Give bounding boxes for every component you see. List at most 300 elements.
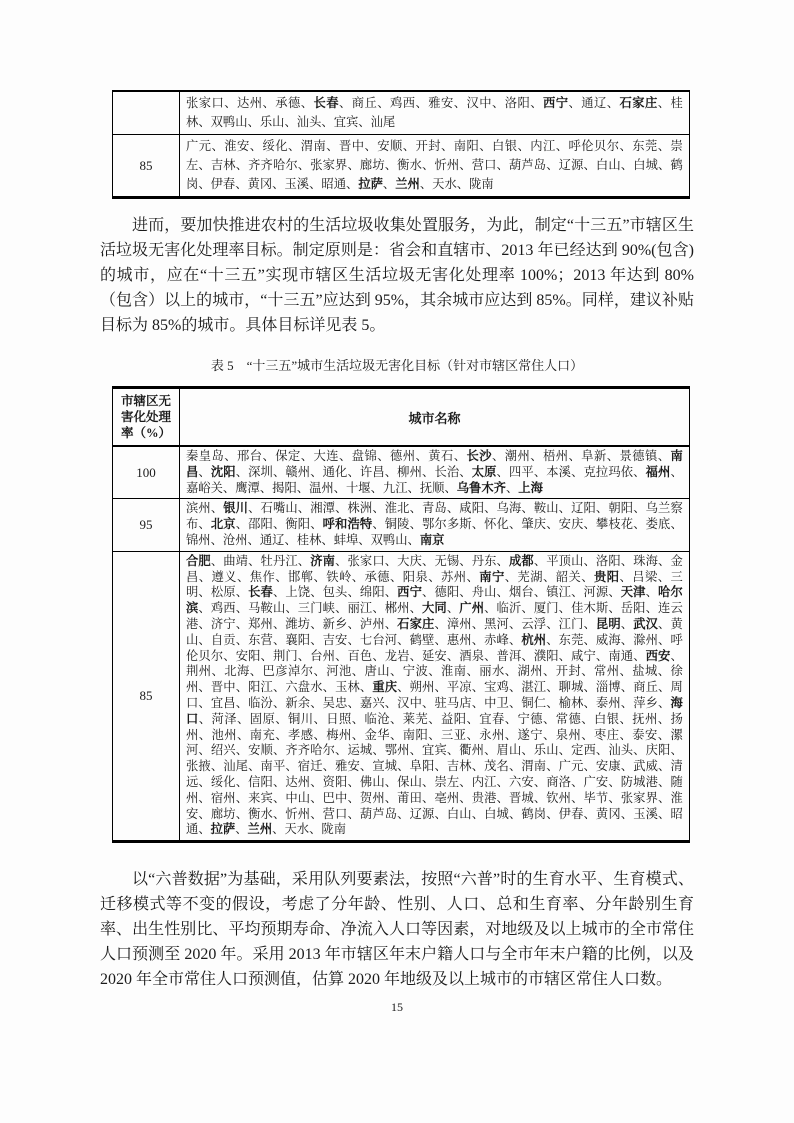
city-name: 东营 [248,632,273,647]
city-name: 达州 [285,774,311,789]
city-name: 伊春 [210,177,236,191]
city-name: 铁岭 [326,569,352,584]
city-name: 宜春 [479,711,505,726]
city-name: 防城港 [620,774,659,789]
city-name: 七台河 [359,632,398,647]
city-name: 呼伦贝尔 [568,139,620,153]
city-name: 固原 [249,711,276,726]
city-name: 岳阳 [620,601,646,616]
city-name: 汉中 [466,96,492,110]
city-name: 济宁 [210,616,236,631]
cities-cell: 合肥、曲靖、牡丹江、济南、张家口、大庆、无锡、丹东、成都、平顶山、洛阳、珠海、金昌、遵义、焦作、邯郸、铁岭、承德、阳泉、苏州、南宁、芜湖、韶关、贵阳、吕梁、三明、松原、长春、上饶、包头、绵阳、西宁、德阳、舟山、烟台、镇江、河源、天津、哈尔滨、鸡西、马鞍山、三门峡、丽江、郴州、大同、广州、临沂、厦门、佳木斯、岳阳、连云港、济宁、郑州、潍坊、新乡、泸州、石家庄、漳州、黑河、云浮、江门、昆明、武汉、黄山、自贡、东营、襄阳、吉安、七台河、鹤壁、惠州、赤峰、杭州、东莞、威海、滁州、呼伦贝尔、安阳、荆门、台州、百色、龙岩、延安、酒泉、普洱、濮阳、咸宁、南通、西安、荆州、北海、巴彦淖尔、河池、唐山、宁波、淮南、丽水、湖州、开封、常州、盐城、徐州、晋中、阳江、六盘水、玉林、重庆、朔州、平凉、宝鸡、湛江、聊城、淄博、商丘、周口、宜昌、临汾、新余、吴忠、嘉兴、汉中、驻马店、中卫、铜仁、榆林、泰州、萍乡、海口、菏泽、固原、铜川、日照、临沧、莱芜、益阳、宜春、宁德、常德、白银、抚州、扬州、池州、南充、孝感、梅州、金华、南阳、三亚、永州、遂宁、泉州、枣庄、泰安、漯河、绍兴、安顺、齐齐哈尔、运城、鄂州、宜宾、衢州、眉山、乐山、定西、汕头、庆阳、张掖、汕尾、南平、宿迁、雅安、宣城、阜阳、吉林、茂名、渭南、广元、安康、武威、清远、绥化、信阳、达州、资阳、佛山、保山、崇左、内江、六安、商洛、广安、防城港、随州、宿州、来宾、中山、巴中、贺州、莆田、亳州、贵港、晋城、钦州、毕节、张家界、淮安、廊坊、衡水、忻州、营口、葫芦岛、辽源、白山、白城、鹤岗、伊春、黄冈、玉溪、昭通、拉萨、兰州、天水、陇南 [180,551,690,841]
city-name: 阳江 [248,680,273,695]
city-name: 忻州 [285,806,311,821]
city-name: 重庆 [372,680,398,695]
city-name: 佛山 [359,774,385,789]
city-name: 承德 [275,96,301,110]
city-name: 白银 [492,139,518,153]
city-name: 十堰 [345,480,371,495]
city-name: 蚌埠 [333,532,359,547]
city-name: 乌鲁木齐 [456,480,506,495]
city-name: 聊城 [558,680,584,695]
city-name: 佳木斯 [571,601,609,616]
city-name: 南充 [249,727,276,742]
city-name: 眉山 [496,743,522,758]
paragraph-population-forecast: 以“六普数据”为基础，采用队列要素法，按照“六普”时的生育水平、生育模式、迁移模式等不变的假设，考虑了分年龄、性别、人口、总和生育率、分年龄别生育率、出生性别比、平均预期寿命、净流入人口等因素，对地级及以上城市的全市常住人口预测至 2020 年。采用 2013 年市辖区年末户籍人口与全市年末户籍的比例，以及 2020 年全市常住人口预测值，估算 2020 年地级及以上城市的市辖区常住人口数。 [100,871,694,989]
city-name: 攀枝花 [595,517,634,532]
city-name: 玉溪 [284,177,310,191]
city-name: 铜川 [288,711,314,726]
city-name: 鸡西 [390,96,416,110]
city-name: 陇南 [321,822,346,837]
city-name: 漯河 [186,727,683,758]
table-row [113,551,690,841]
city-name: 黄山 [186,616,683,647]
city-name: 贺州 [359,790,385,805]
city-name: 曲靖 [223,553,249,568]
city-name: 邯郸 [288,569,314,584]
city-name: 新余 [285,695,311,710]
city-name: 滨州 [186,501,211,516]
city-name: 三门峡 [297,601,336,616]
city-name: 崇左 [186,139,683,172]
city-name: 德州 [390,449,416,463]
city-name: 昆明 [595,616,621,631]
city-name: 黄冈 [595,806,621,821]
city-name: 晋中 [210,680,236,695]
city-name: 湛江 [521,680,547,695]
city-name: 鹰潭 [235,480,260,495]
city-name: 枣庄 [594,727,620,742]
city-name: 雅安 [428,96,454,110]
city-name: 巴彦淖尔 [262,664,314,679]
cities-cell: 广元、淮安、绥化、渭南、晋中、安顺、开封、南阳、白银、内江、呼伦贝尔、东莞、崇左、吉林、齐齐哈尔、张家界、廊坊、衡水、忻州、营口、葫芦岛、辽源、白山、白城、鹤岗、伊春、黄冈、玉溪、昭通、拉萨、兰州、天水、陇南 [180,135,690,198]
city-name: 济南 [310,553,336,568]
city-name: 龙岩 [384,648,410,663]
city-name: 抚顺 [419,480,445,495]
city-name: 天水 [432,177,457,191]
city-name: 邢台 [237,449,263,463]
city-name: 开封 [555,664,582,679]
city-name: 菏泽 [211,711,237,726]
city-name: 江门 [558,616,584,631]
city-column-header: 城市名称 [180,388,690,447]
city-name: 宁波 [402,664,429,679]
city-name: 汕尾 [370,115,396,129]
city-name: 呼伦贝尔 [186,632,683,663]
city-name: 汕尾 [223,759,249,774]
city-name: 深圳 [248,464,273,479]
city-name: 长春 [248,585,273,600]
rate-column-header: 市辖区无害化处理率（%） [113,388,180,447]
city-name: 汉中 [397,695,423,710]
city-name: 六盘水 [285,680,323,695]
city-name: 台州 [310,648,336,663]
cities-cell: 滨州、银川、石嘴山、湘潭、株洲、淮北、青岛、咸阳、乌海、鞍山、辽阳、朝阳、乌兰察布、北京、邵阳、衡阳、呼和浩特、铜陵、鄂尔多斯、怀化、肇庆、安庆、攀枝花、娄底、锦州、沧州、通辽、桂林、蚌埠、双鸭山、南京 [180,499,690,551]
city-name: 咸宁 [571,648,596,663]
city-name: 常州 [593,664,620,679]
city-name: 烟台 [508,585,534,600]
city-name: 来宾 [248,790,273,805]
city-name: 沈阳 [210,464,236,479]
table-row [113,499,690,551]
city-name: 吉林 [210,158,236,172]
city-name: 常德 [555,711,582,726]
rate-cell: 85 [113,135,180,198]
city-name: 长沙 [466,449,492,463]
city-name: 毕节 [583,790,609,805]
city-name: 漳州 [446,616,472,631]
city-name: 宿迁 [297,759,323,774]
city-name: 崇左 [434,774,460,789]
table-row [113,135,690,198]
city-name: 梧州 [543,449,569,463]
city-name: 衡阳 [285,517,311,532]
city-name: 临沂 [496,601,522,616]
city-name: 茂名 [484,759,509,774]
city-name: 宁德 [517,711,543,726]
city-name: 营口 [471,158,497,172]
city-name: 信阳 [248,774,273,789]
city-name: 白城 [633,158,659,172]
city-name: 达州 [237,96,263,110]
city-name: 汕头 [608,743,634,758]
city-name: 丽江 [347,601,373,616]
city-name: 齐齐哈尔 [248,158,298,172]
city-name: 忻州 [434,158,460,172]
city-name: 三亚 [441,727,467,742]
city-name: 焦作 [249,569,276,584]
city-name: 定西 [571,743,596,758]
city-name: 廊坊 [210,806,236,821]
city-name: 乐山 [533,743,559,758]
city-name: 孝感 [288,727,314,742]
city-name: 昭通 [186,806,683,837]
city-name: 银川 [223,501,249,516]
city-name: 合肥 [186,553,211,568]
city-name: 宜昌 [210,695,236,710]
city-name: 衡水 [248,806,273,821]
city-name: 成都 [508,553,534,568]
city-name: 淮安 [224,139,250,153]
city-name: 南昌 [186,449,683,479]
city-name: 鸡西 [210,601,236,616]
city-name: 襄阳 [285,632,311,647]
city-name: 威海 [595,632,621,647]
city-name: 丹东 [471,553,497,568]
city-name: 陇南 [469,177,494,191]
city-name: 南阳 [402,727,429,742]
city-name: 乌兰察布 [186,501,683,532]
city-name: 金华 [364,727,390,742]
city-name: 广元 [558,759,584,774]
city-name: 安庆 [558,517,584,532]
city-name: 南通 [608,648,634,663]
city-name: 承德 [364,569,390,584]
city-name: 益阳 [441,711,467,726]
city-name: 赤峰 [484,632,509,647]
city-name: 荆门 [272,648,298,663]
city-name: 随州 [186,774,683,805]
city-name: 鹤壁 [409,632,435,647]
city-name: 安顺 [248,743,273,758]
city-name: 自贡 [210,632,236,647]
city-name: 铜仁 [521,695,547,710]
city-name: 内江 [530,139,556,153]
city-name: 白银 [594,711,620,726]
city-name: 广州 [459,601,485,616]
city-name: 长治 [434,464,460,479]
city-name: 厦门 [533,601,559,616]
city-name: 资阳 [322,774,348,789]
city-name: 滁州 [633,632,659,647]
city-name: 宜宾 [333,115,359,129]
city-name: 宿州 [210,790,236,805]
city-name: 六安 [508,774,534,789]
city-name: 雅安 [335,759,360,774]
city-name: 辽源 [558,158,584,172]
city-name: 洛阳 [504,96,531,110]
city-name: 鞍山 [533,501,559,516]
city-name: 商丘 [351,96,378,110]
city-name: 连云港 [186,601,683,631]
city-name: 阳泉 [402,569,429,584]
city-name: 广元 [186,139,212,153]
city-name: 齐齐哈尔 [285,743,336,758]
city-name: 庆阳 [645,743,671,758]
city-name: 桂林 [296,532,322,547]
city-name: 南宁 [479,569,505,584]
city-name: 吕梁 [632,569,658,584]
city-name: 保山 [397,774,423,789]
city-name: 包头 [322,585,348,600]
city-name: 渭南 [521,759,547,774]
city-name: 贵阳 [594,569,620,584]
city-name: 舟山 [471,585,497,600]
city-name: 平顶山 [546,553,584,568]
city-name: 衡水 [397,158,423,172]
city-name: 柳州 [397,464,423,479]
city-name: 河池 [326,664,352,679]
city-name: 钦州 [546,790,572,805]
city-name: 泰安 [632,727,658,742]
city-name: 金昌 [186,553,683,584]
rate-cell: 95 [113,499,180,551]
city-name: 黄冈 [247,177,273,191]
city-name: 哈尔滨 [186,585,683,616]
city-name: 盘锦 [351,449,378,463]
city-name: 镇江 [546,585,572,600]
city-name: 无锡 [434,553,460,568]
city-name: 石家庄 [619,96,658,110]
city-name: 海口 [186,695,683,726]
city-name: 西宁 [397,585,423,600]
city-name: 潮州 [504,449,531,463]
city-name: 沧州 [222,532,248,547]
city-name: 辽源 [409,806,435,821]
city-name: 衢州 [459,743,485,758]
city-name: 朝阳 [608,501,634,516]
city-name: 邵阳 [248,517,273,532]
city-name: 中卫 [484,695,509,710]
city-name: 淮北 [384,501,410,516]
rate-cell [113,91,180,135]
city-name: 珠海 [633,553,659,568]
city-name: 温州 [309,480,334,495]
city-name: 宝鸡 [484,680,509,695]
city-name: 石家庄 [397,616,435,631]
city-name: 泉州 [555,727,582,742]
city-name: 玉溪 [633,806,659,821]
city-name: 开封 [415,139,441,153]
city-name: 九江 [382,480,408,495]
city-name: 鹤岗 [521,806,547,821]
city-name: 乐山 [259,115,285,129]
city-name: 惠州 [446,632,472,647]
city-name: 徐州 [186,664,683,695]
city-name: 三明 [186,569,683,600]
city-name: 娄底 [645,517,671,532]
city-name: 玉林 [335,680,360,695]
city-name: 本溪 [546,464,572,479]
city-name: 杭州 [521,632,547,647]
city-name: 榆林 [558,695,584,710]
table5-header-row [113,388,690,447]
city-name: 张家界 [310,158,348,172]
page-number: 15 [391,1000,403,1014]
city-name: 咸阳 [459,501,485,516]
city-name: 普洱 [496,648,522,663]
city-name: 营口 [322,806,348,821]
city-name: 德阳 [434,585,460,600]
city-name: 中山 [285,790,311,805]
city-name: 商洛 [546,774,572,789]
city-name: 莱芜 [402,711,429,726]
city-name: 巴中 [322,790,348,805]
city-name: 绵阳 [359,585,385,600]
city-name: 酒泉 [459,648,485,663]
city-name: 唐山 [364,664,390,679]
city-name: 芜湖 [517,569,543,584]
city-name: 贵港 [471,790,497,805]
city-name: 辽阳 [571,501,596,516]
city-name: 秦皇岛 [186,449,225,463]
city-name: 朔州 [409,680,435,695]
city-name: 白山 [595,158,621,172]
city-name: 永州 [479,727,505,742]
city-name: 遵义 [211,569,237,584]
city-name: 大连 [313,449,339,463]
city-name: 驻马店 [434,695,472,710]
city-name: 扬州 [186,711,683,742]
city-name: 阜新 [581,449,607,463]
city-name: 洛阳 [595,553,621,568]
city-name: 绥化 [210,774,236,789]
city-name: 云浮 [521,616,547,631]
city-name: 泸州 [359,616,385,631]
city-name: 长春 [313,96,339,110]
city-name: 晋城 [508,790,534,805]
table-row [113,446,690,499]
city-name: 赣州 [285,464,311,479]
city-name: 安阳 [235,648,261,663]
city-name: 上饶 [285,585,311,600]
city-name: 郑州 [248,616,273,631]
paragraph-targets: 进而，要加快推进农村的生活垃圾收集处置服务，为此，制定“十三五”市辖区生活垃圾无害化处理率目标。制定原则是：省会和直辖市、2013 年已经达到 90%(包含)的城市，应在“十三五”实现市辖区生活垃圾无害化处理率 100%；2013 年达到 80%（包含）以上的城市，“十三五”应达到 95%，其余城市应达到 85%。同样，建议补贴目标为 85%的城市。具体目标详见表 5。 [100,217,694,334]
city-name: 渭南 [300,139,327,153]
city-name: 平凉 [446,680,472,695]
table5 [112,386,690,843]
city-name: 北京 [210,517,236,532]
city-name: 白城 [484,806,509,821]
city-name: 遂宁 [517,727,543,742]
city-name: 荆州 [186,664,212,679]
city-name: 盐城 [632,664,658,679]
city-name: 通化 [322,464,348,479]
city-name: 淄博 [595,680,621,695]
city-name: 葫芦岛 [508,158,547,172]
city-name: 潍坊 [285,616,311,631]
cities-cell: 秦皇岛、邢台、保定、大连、盘锦、德州、黄石、长沙、潮州、梧州、阜新、景德镇、南昌、沈阳、深圳、赣州、通化、许昌、柳州、长治、太原、四平、本溪、克拉玛依、福州、嘉峪关、鹰潭、揭阳、温州、十堰、九江、抚顺、乌鲁木齐、上海 [180,446,690,499]
city-name: 萍乡 [633,695,659,710]
cities-cell: 张家口、达州、承德、长春、商丘、鸡西、雅安、汉中、洛阳、西宁、通辽、石家庄、桂林、双鸭山、乐山、汕头、宜宾、汕尾 [180,91,690,135]
city-name: 鄂尔多斯 [422,517,472,532]
city-name: 苏州 [441,569,467,584]
city-name: 乌海 [496,501,522,516]
city-name: 怀化 [484,517,509,532]
city-name: 黄石 [428,449,454,463]
city-name: 百色 [347,648,373,663]
city-name: 泰州 [595,695,621,710]
city-name: 阜阳 [409,759,435,774]
city-name: 丽水 [479,664,505,679]
city-name: 四平 [508,464,534,479]
city-name: 福州 [645,464,671,479]
city-name: 大同 [422,601,447,616]
city-name: 株洲 [347,501,373,516]
city-name: 安顺 [377,139,403,153]
city-name: 临沧 [364,711,390,726]
city-name: 通辽 [581,96,607,110]
city-name: 淮南 [440,664,467,679]
city-name: 肇庆 [521,517,547,532]
city-name: 东莞 [558,632,584,647]
city-name: 绍兴 [210,743,236,758]
city-name: 景德镇 [619,449,658,463]
city-name: 韶关 [555,569,582,584]
city-name: 兰州 [395,177,420,191]
city-name: 拉萨 [358,177,383,191]
city-name: 湖州 [517,664,543,679]
city-name: 亳州 [434,790,460,805]
city-name: 新乡 [322,616,348,631]
city-name: 天水 [284,822,310,837]
city-name: 葫芦岛 [359,806,398,821]
city-name: 拉萨 [210,822,236,837]
city-name: 张家口 [186,96,225,110]
city-name: 莆田 [397,790,423,805]
city-name: 张家口 [347,553,385,568]
city-name: 松原 [210,585,236,600]
city-name: 西宁 [543,96,569,110]
city-name: 铜陵 [384,517,410,532]
city-name: 石嘴山 [260,501,298,516]
city-name: 临汾 [248,695,273,710]
city-name: 廊坊 [359,158,385,172]
city-name: 许昌 [359,464,385,479]
city-name: 清远 [186,759,683,789]
city-name: 武威 [633,759,659,774]
